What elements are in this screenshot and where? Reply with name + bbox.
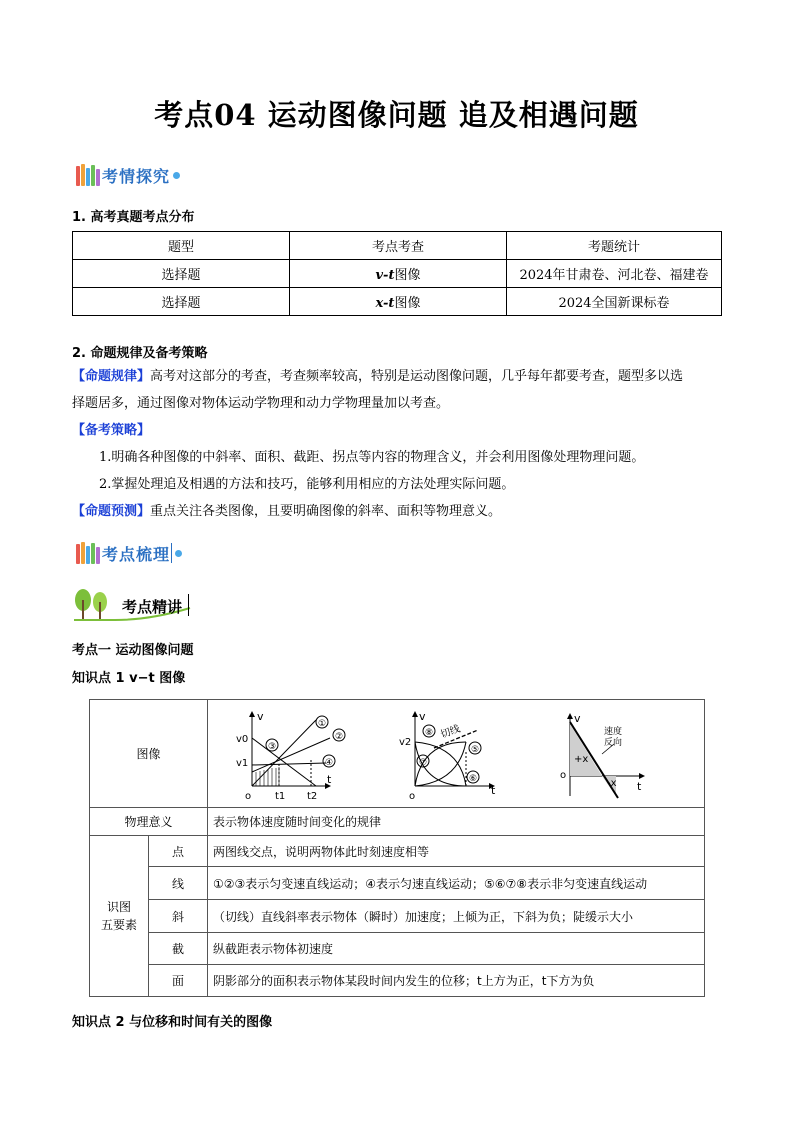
table-row — [90, 867, 705, 900]
note-label: 反向 — [604, 738, 623, 748]
strategy-label: 【备考策略】 — [72, 423, 151, 438]
section-banner-outline — [76, 539, 182, 567]
axis-label: t — [491, 784, 496, 797]
line-label: ⑧ — [425, 728, 434, 738]
header-cell: 考点考查 — [290, 232, 507, 260]
element-key: 线 — [149, 867, 208, 900]
origin-label: o — [560, 770, 567, 781]
table-header-row — [73, 232, 722, 260]
table-row — [90, 836, 705, 867]
line-label: ⑥ — [469, 774, 478, 784]
v2-label: v2 — [399, 737, 412, 748]
table-row — [90, 808, 705, 836]
origin-label: o — [245, 791, 252, 802]
zhishi-heading: 知识点 1 v−t 图像 — [72, 671, 186, 686]
note-label: 速度 — [604, 727, 623, 737]
section-heading-distribution: 1. 高考真题考点分布 — [72, 210, 195, 225]
line-label: ② — [335, 732, 344, 742]
minus-x-label: -x — [607, 778, 617, 789]
table-row — [90, 700, 705, 808]
row-label: 图像 — [90, 700, 208, 808]
element-key: 斜 — [149, 900, 208, 933]
header-cell: 题型 — [73, 232, 290, 260]
graph-2 — [399, 710, 496, 802]
rule-text-2: 择题居多，通过图像对物体运动学物理和动力学物理量加以考查。 — [72, 396, 450, 411]
t2-label: t2 — [307, 791, 318, 802]
table-row — [90, 933, 705, 965]
table-cell: 2024年甘肃卷、河北卷、福建卷 — [507, 260, 722, 288]
kaodian-heading: 考点一 运动图像问题 — [72, 643, 194, 658]
origin-label: o — [409, 791, 416, 802]
banner-title: 考点精讲 — [122, 598, 183, 616]
banner-title: 考点梳理 — [102, 544, 171, 564]
section-banner-detail — [70, 586, 200, 624]
graph-1 — [236, 710, 345, 802]
axis-label: v — [574, 712, 581, 725]
formula-text: x-t — [375, 296, 395, 311]
axis-label: v — [419, 710, 426, 723]
table-row — [73, 260, 722, 288]
table-row — [90, 965, 705, 997]
element-text: 两图线交点，说明两物体此时刻速度相等 — [208, 836, 705, 867]
banner-title: 考情探究 — [102, 166, 171, 186]
table-cell: 选择题 — [73, 288, 290, 316]
formula-text: v-t — [375, 268, 395, 283]
zhishi-heading: 知识点 2 与位移和时间有关的图像 — [72, 1015, 273, 1030]
dot-icon — [175, 550, 182, 557]
v0-label: v0 — [236, 734, 249, 745]
text-cursor — [171, 543, 172, 563]
element-key: 面 — [149, 965, 208, 997]
graph-3 — [560, 712, 644, 798]
group-label: 识图 五要素 — [90, 836, 149, 997]
vt-graph-table — [89, 699, 705, 997]
element-key: 截 — [149, 933, 208, 965]
v1-label: v1 — [236, 758, 249, 769]
section-heading-strategy: 2. 命题规律及备考策略 — [72, 346, 208, 361]
table-cell: 选择题 — [73, 260, 290, 288]
dot-icon — [173, 172, 180, 179]
exam-distribution-table — [72, 231, 722, 316]
cell-text: 图像 — [394, 296, 421, 311]
cell-text: 图像 — [394, 268, 421, 283]
element-text: 纵截距表示物体初速度 — [208, 933, 705, 965]
table-row — [73, 288, 722, 316]
strategy-item: 2.掌握处理追及相遇的方法和技巧，能够利用相应的方法处理实际问题。 — [99, 477, 515, 492]
rule-text-1: 高考对这部分的考查，考查频率较高，特别是运动图像问题，几乎每年都要考查，题型多以选 — [150, 369, 684, 384]
t1-label: t1 — [275, 791, 286, 802]
books-icon — [76, 542, 100, 564]
axis-label: t — [327, 773, 332, 786]
element-key: 点 — [149, 836, 208, 867]
rule-label: 【命题规律】 — [72, 369, 151, 384]
table-cell: 2024全国新课标卷 — [507, 288, 722, 316]
header-cell: 考题统计 — [507, 232, 722, 260]
axis-label: v — [257, 710, 264, 723]
plus-x-label: +x — [574, 754, 589, 765]
line-label: ① — [318, 719, 327, 729]
element-text: ①②③表示匀变速直线运动；④表示匀速直线运动；⑤⑥⑦⑧表示非匀变速直线运动 — [208, 867, 705, 900]
table-cell — [290, 288, 507, 316]
forecast-paragraph — [72, 498, 722, 525]
graphs-cell — [208, 700, 705, 808]
element-text: （切线）直线斜率表示物体（瞬时）加速度；上倾为正，下斜为负；陡缓示大小 — [208, 900, 705, 933]
forecast-label: 【命题预测】 — [72, 504, 151, 519]
line-label: ④ — [325, 758, 334, 768]
vt-graphs — [208, 700, 704, 807]
books-icon — [76, 164, 100, 186]
forecast-text: 重点关注各类图像，且要明确图像的斜率、面积等物理意义。 — [150, 504, 502, 519]
line-label: ③ — [268, 742, 277, 752]
rule-paragraph — [72, 363, 722, 417]
strategy-item: 1.明确各种图像的中斜率、面积、截距、拐点等内容的物理含义，并会利用图像处理物理问题。 — [99, 450, 645, 465]
section-banner-exam-analysis — [76, 161, 180, 189]
element-text: 阴影部分的面积表示物体某段时间内发生的位移；t上方为正，t下方为负 — [208, 965, 705, 997]
tangent-label: 切线 — [439, 723, 462, 741]
page-title: 考点04 运动图像问题 追及相遇问题 — [154, 98, 639, 132]
table-cell — [290, 260, 507, 288]
row-label: 物理意义 — [90, 808, 208, 836]
table-row — [90, 900, 705, 933]
line-label: ⑦ — [419, 758, 428, 768]
text-cursor — [188, 594, 189, 616]
row-text: 表示物体速度随时间变化的规律 — [208, 808, 705, 836]
line-label: ⑤ — [471, 745, 480, 755]
axis-label: t — [637, 780, 642, 793]
